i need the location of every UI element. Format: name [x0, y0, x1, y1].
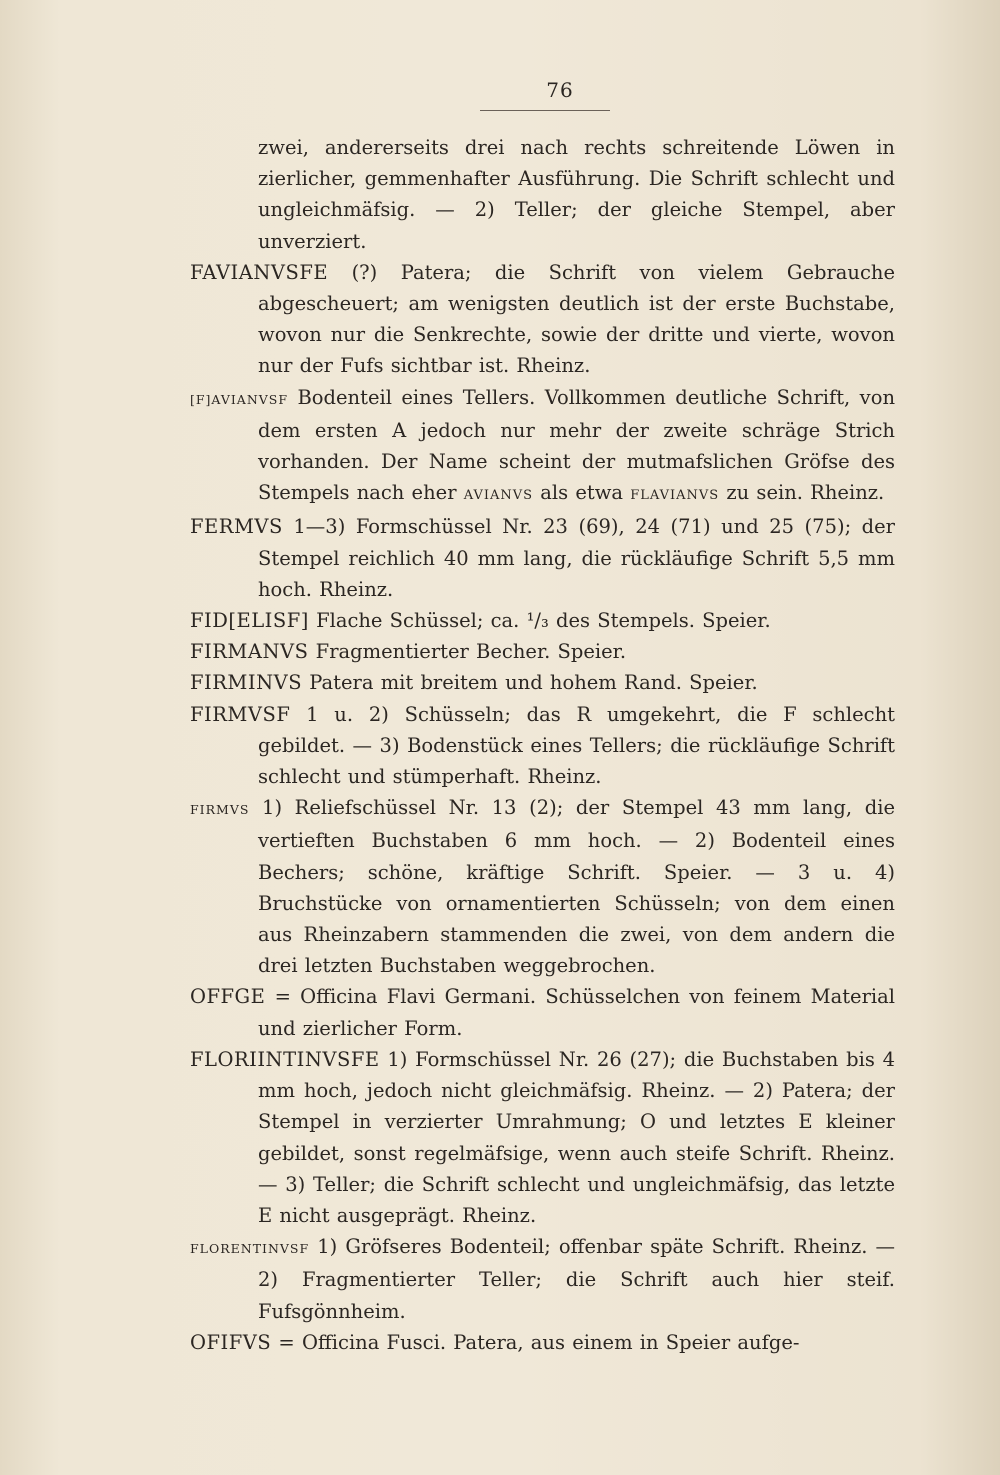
stamp-name: FLORIINTINVSFE — [190, 1047, 380, 1071]
entry-favianvsfe — [190, 257, 895, 382]
stamp-name: FIRMVSF — [190, 702, 291, 726]
stamp-name: FIRMANVS — [190, 640, 309, 664]
entry-firmvs — [190, 792, 895, 981]
entry-text: 1) Reliefschüssel Nr. 13 (2); der Stempel 43 mm lang, die vertieften Buchstaben 6 mm hoch. — 2) Bodenteil eines Bechers; schöne, kräftige Schrift. Speier. — 3 u. 4) Bruchstücke von ornamentierten Schüsseln; von dem einen aus Rheinzabern stammenden die zwei, von dem andern die drei letzten Buchstaben weggebrochen. — [258, 796, 895, 978]
entry-text: Flache Schüssel; ca. — [316, 609, 520, 633]
entry-fidelisf — [190, 605, 895, 636]
entry-fermvs — [190, 511, 895, 605]
entry-text: Bodenteil eines Tellers. Vollkommen deutliche Schrift, von dem ersten A jedoch nur mehr der zweite schräge Strich vorhanden. Der Name scheint der mutmafslichen Gröfse des Stempels nach eher — [258, 385, 895, 505]
entry-text: (?) Patera; die Schrift von vielem Gebrauche abgescheuert; am wenigsten deutlich ist der erste Buchstabe, wovon nur die Senkrechte, sowie der dritte und vierte, wovon nur der Fufs sichtbar ist. Rheinz. — [258, 260, 895, 378]
stamp-name: FLORENTINVSF — [190, 1241, 310, 1257]
entry-continuation — [190, 132, 895, 257]
entry-text: = Officina Flavi Germani. Schüsselchen von feinem Material und zierlicher Form. — [258, 985, 895, 1040]
header-divider — [480, 110, 610, 111]
stamp-name: FIRMVS — [190, 802, 250, 818]
entry-text: 1) Formschüssel Nr. 26 (27); die Buchstaben bis 4 mm hoch, jedoch nicht gleichmäfsig. Rheinz. — 2) Patera; der Stempel in verzierter Umrahmung; O und letztes E kleiner gebildet, sonst regelmäfsige, wenn auch steife Schrift. Rheinz. — 3) Teller; die Schrift schlecht und ungleichmäfsig, das letzte E nicht ausgeprägt. Rheinz. — [258, 1047, 895, 1227]
entry-florentinvsf — [190, 1231, 895, 1327]
entry-floriintinvsfe — [190, 1044, 895, 1231]
stamp-name: FID[ELISF] — [190, 609, 309, 633]
page-number: 76 — [546, 78, 574, 102]
entry-text: als etwa — [540, 481, 624, 505]
entry-ofifvs — [190, 1327, 895, 1358]
inline-stamp-flavianvs: FLAVIANVS — [630, 488, 720, 504]
entry-offge — [190, 981, 895, 1043]
entry-firmvsf — [190, 699, 895, 793]
stamp-name: FIRMINVS — [190, 671, 303, 695]
entry-text: Patera mit breitem und hohem Rand. Speier. — [309, 671, 758, 695]
inline-stamp-avianvs: AVIANVS — [463, 488, 534, 504]
stamp-name: OFIFVS — [190, 1330, 272, 1354]
stamp-name: FERMVS — [190, 515, 283, 539]
entry-flavianvsf — [190, 382, 895, 512]
stamp-name: [F]AVIANVSF — [190, 391, 289, 407]
entry-text: des Stempels. Speier. — [556, 609, 771, 633]
entry-text: Fragmentierter Becher. Speier. — [315, 640, 627, 664]
fraction: ¹/₃ — [526, 609, 549, 633]
stamp-name: OFFGE — [190, 985, 266, 1009]
entry-text: zwei, andererseits drei nach rechts schreitende Löwen in zierlicher, gemmenhafter Ausführung. Die Schrift schlecht und ungleichmäfsig. — 2) Teller; der gleiche Stempel, aber unverziert. — [258, 136, 895, 253]
stamp-name: FAVIANVSFE — [190, 260, 329, 284]
entry-text: = Officina Fusci. Patera, aus einem in Speier aufge- — [278, 1330, 800, 1354]
entry-text: 1—3) Formschüssel Nr. 23 (69), 24 (71) und 25 (75); der Stempel reichlich 40 mm lang, die rückläufige Schrift 5,5 mm hoch. Rheinz. — [258, 515, 896, 601]
entry-text: zu sein. Rheinz. — [726, 481, 885, 505]
entry-text: 1) Gröfseres Bodenteil; offenbar späte Schrift. Rheinz. — 2) Fragmentierter Teller; die Schrift auch hier steif. Fufsgönnheim. — [258, 1235, 896, 1323]
entry-firminvs — [190, 667, 895, 698]
entry-firmanvs — [190, 636, 895, 667]
page-body — [190, 132, 895, 1358]
entry-text: 1 u. 2) Schüsseln; das R umgekehrt, die F schlecht gebildet. — 3) Bodenstück eines Tellers; die rückläufige Schrift schlecht und stümperhaft. Rheinz. — [258, 702, 895, 789]
